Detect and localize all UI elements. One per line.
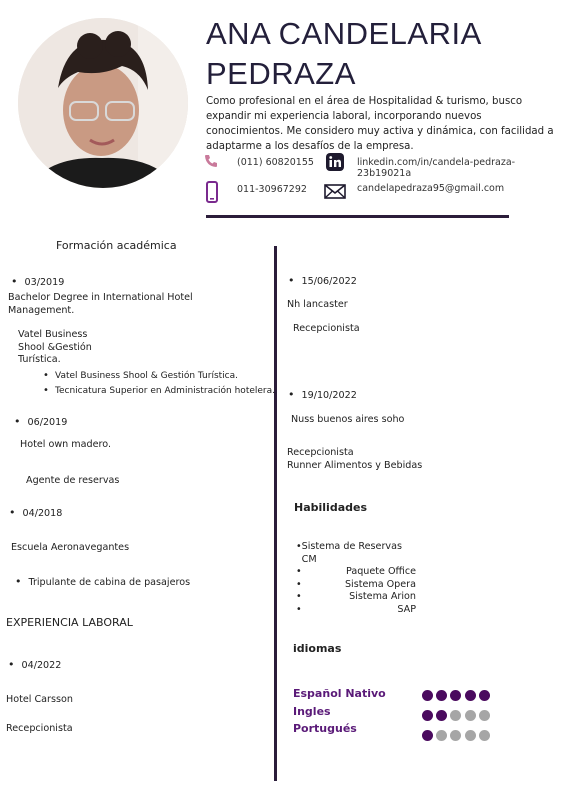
skill-item: • Sistema Arion <box>296 591 416 602</box>
experience-date-right-1 <box>288 275 357 289</box>
name-line-1: ANA CANDELARIA <box>206 16 482 51</box>
education-date-2-text: 06/2019 <box>27 417 68 428</box>
experience-role-right-2a: Recepcionista <box>287 447 354 458</box>
profile-photo-illustration <box>18 18 188 188</box>
education-degree <box>8 292 193 317</box>
level-dot-empty <box>479 730 490 741</box>
level-dot-filled <box>479 690 490 701</box>
skill-label: Sistema de Reservas CM <box>301 541 402 565</box>
phone-icon <box>204 154 218 168</box>
education-institution-line-3: Turística. <box>18 354 61 365</box>
education-institution-line-1: Vatel Business <box>18 329 88 340</box>
header-divider <box>206 215 509 218</box>
level-dot-filled <box>422 730 433 741</box>
education-role-3 <box>15 576 190 590</box>
skill-item: • Sistema Opera <box>296 578 416 590</box>
education-date-2 <box>14 416 67 430</box>
education-role-2: Agente de reservas <box>26 475 120 486</box>
mobile-phone-icon <box>206 181 218 203</box>
email-icon <box>324 184 346 199</box>
language-name-1: Español Nativo <box>293 687 386 700</box>
level-dot-filled <box>436 710 447 721</box>
language-level-3 <box>422 726 493 745</box>
level-dot-filled <box>450 690 461 701</box>
name-line-2: PEDRAZA <box>206 56 356 91</box>
language-name-3: Portugués <box>293 722 357 735</box>
education-role-3-text: Tripulante de cabina de pasajeros <box>28 577 191 588</box>
experience-date-right-2-text: 19/10/2022 <box>301 390 357 401</box>
education-institution <box>18 329 92 367</box>
candidate-name <box>206 14 482 94</box>
experience-place-right-2: Nuss buenos aires soho <box>291 414 405 425</box>
education-degree-line-1: Bachelor Degree in International Hotel <box>8 292 193 303</box>
level-dot-empty <box>436 730 447 741</box>
linkedin-url[interactable]: linkedin.com/in/candela-pedraza-23b19021a <box>357 157 516 179</box>
education-institution-line-2: Shool &Gestión <box>18 341 92 353</box>
skill-label: Paquete Office <box>345 566 416 577</box>
experience-roles-right-2 <box>287 447 422 472</box>
level-dot-filled <box>422 690 433 701</box>
experience-date-left <box>8 659 61 673</box>
mobile-number[interactable]: 011-30967292 <box>237 184 307 195</box>
skills-title: Habilidades <box>294 501 367 514</box>
profile-summary: Como profesional en el área de Hospitalidad & turismo, busco expandir mi experiencia laboral, incorporando nuevos conocimientos. Me considero muy activa y dinámica, con facilidad a adaptarme a los desafíos de la empresa. <box>206 96 554 152</box>
education-items-list <box>43 369 275 399</box>
education-date-3 <box>9 507 62 521</box>
experience-date-right-2 <box>288 389 357 403</box>
language-level-2 <box>422 706 493 725</box>
languages-title: idiomas <box>293 642 342 655</box>
education-date-1-text: 03/2019 <box>24 277 65 288</box>
linkedin-icon <box>326 153 344 171</box>
phone-number[interactable]: (011) 60820155 <box>237 157 314 168</box>
skill-item: • Paquete Office <box>296 566 416 577</box>
education-place-2: Hotel own madero. <box>20 439 112 450</box>
language-name-2: Ingles <box>293 705 331 718</box>
email-address[interactable]: candelapedraza95@gmail.com <box>357 183 505 194</box>
skills-list <box>296 541 416 616</box>
column-divider <box>274 246 277 781</box>
level-dot-filled <box>465 690 476 701</box>
education-date-3-text: 04/2018 <box>22 508 63 519</box>
profile-photo <box>18 18 188 188</box>
level-dot-filled <box>436 690 447 701</box>
skill-item: • SAP <box>296 603 416 615</box>
experience-date-right-1-text: 15/06/2022 <box>301 276 357 287</box>
experience-place-right-1: Nh lancaster <box>287 299 348 310</box>
education-date-1 <box>11 276 64 290</box>
education-item-2: • Tecnicatura Superior en Administración hotelera. <box>43 384 275 399</box>
language-level-1 <box>422 686 493 705</box>
experience-role-right-2b: Runner Alimentos y Bebidas <box>287 459 423 471</box>
education-place-3: Escuela Aeronavegantes <box>11 542 130 553</box>
level-dot-empty <box>450 710 461 721</box>
experience-role-right-1: Recepcionista <box>293 323 360 334</box>
education-degree-line-2: Management. <box>8 304 75 316</box>
experience-place-left: Hotel Carsson <box>6 694 73 705</box>
skill-label: Sistema Arion <box>349 591 416 602</box>
skill-label: Sistema Opera <box>344 578 416 590</box>
experience-role-left: Recepcionista <box>6 723 73 734</box>
skill-item: • Sistema de Reservas CM <box>296 541 416 566</box>
education-item-1: • Vatel Business Shool & Gestión Turística. <box>43 369 275 384</box>
level-dot-empty <box>465 710 476 721</box>
education-title: Formación académica <box>56 239 177 252</box>
skill-label: SAP <box>397 603 416 615</box>
experience-date-left-text: 04/2022 <box>21 660 62 671</box>
level-dot-filled <box>422 710 433 721</box>
level-dot-empty <box>479 710 490 721</box>
experience-title: EXPERIENCIA LABORAL <box>6 616 133 629</box>
level-dot-empty <box>450 730 461 741</box>
level-dot-empty <box>465 730 476 741</box>
